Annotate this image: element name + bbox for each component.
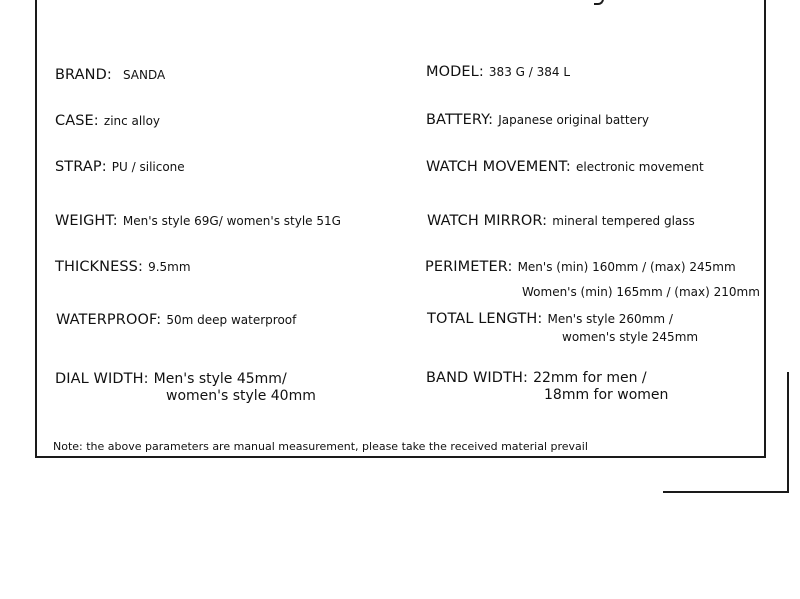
- spec-movement: [426, 158, 704, 175]
- spec-total-length-value: Men's style 260mm /: [547, 312, 673, 326]
- spec-thickness-label: THICKNESS:: [55, 259, 143, 275]
- spec-band-width-label: BAND WIDTH:: [426, 370, 529, 386]
- spec-total-length-value-2: women's style 245mm: [562, 330, 699, 344]
- spec-perimeter-value-2: Women's (min) 165mm / (max) 210mm: [522, 285, 760, 299]
- measurement-note: Note: the above parameters are manual measurement, please take the received material prevail: [53, 440, 588, 453]
- spec-model: [426, 63, 570, 80]
- spec-mirror-label: WATCH MIRROR:: [427, 213, 548, 229]
- spec-strap: [55, 158, 185, 175]
- spec-weight-label: WEIGHT:: [55, 213, 118, 229]
- spec-total-length: [427, 310, 673, 327]
- spec-brand: [55, 66, 165, 83]
- spec-movement-value: electronic movement: [576, 160, 704, 174]
- spec-perimeter-label: PERIMETER:: [425, 259, 513, 275]
- spec-movement-label: WATCH MOVEMENT:: [426, 159, 571, 175]
- spec-mirror-value: mineral tempered glass: [552, 214, 695, 228]
- spec-band-width-value-2: 18mm for women: [544, 387, 669, 403]
- spec-band-width: [426, 369, 647, 386]
- spec-mirror: [427, 212, 695, 229]
- spec-thickness: [55, 258, 191, 275]
- spec-brand-label: BRAND:: [55, 67, 112, 83]
- spec-total-length-label: TOTAL LENGTH:: [427, 311, 543, 327]
- spec-waterproof-label: WATERPROOF:: [56, 312, 162, 328]
- corner-line-vertical: [787, 372, 789, 493]
- spec-weight: [55, 212, 341, 229]
- spec-battery-value: Japanese original battery: [498, 113, 650, 127]
- spec-perimeter-value: Men's (min) 160mm / (max) 245mm: [517, 260, 736, 274]
- spec-case-label: CASE:: [55, 113, 99, 129]
- spec-waterproof: [56, 311, 296, 328]
- spec-brand-value: SANDA: [122, 68, 166, 82]
- spec-perimeter: [425, 258, 736, 275]
- spec-battery: [426, 111, 649, 128]
- spec-case: [55, 112, 160, 129]
- spec-dial-width-value: Men's style 45mm/: [153, 371, 287, 387]
- spec-strap-value: PU / silicone: [111, 160, 185, 174]
- spec-battery-label: BATTERY:: [426, 112, 494, 128]
- corner-line-horizontal: [663, 491, 789, 493]
- spec-case-value: zinc alloy: [103, 114, 161, 128]
- spec-dial-width-label: DIAL WIDTH:: [55, 371, 149, 387]
- spec-dial-width-value-2: women's style 40mm: [166, 388, 316, 404]
- spec-band-width-value: 22mm for men /: [533, 370, 647, 386]
- spec-dial-width: [55, 370, 287, 387]
- spec-weight-value: Men's style 69G/ women's style 51G: [122, 214, 341, 228]
- spec-strap-label: STRAP:: [55, 159, 107, 175]
- spec-thickness-value: 9.5mm: [148, 260, 191, 274]
- spec-waterproof-value: 50m deep waterproof: [166, 313, 297, 327]
- spec-model-value: 383 G / 384 L: [488, 65, 571, 79]
- spec-model-label: MODEL:: [426, 64, 484, 80]
